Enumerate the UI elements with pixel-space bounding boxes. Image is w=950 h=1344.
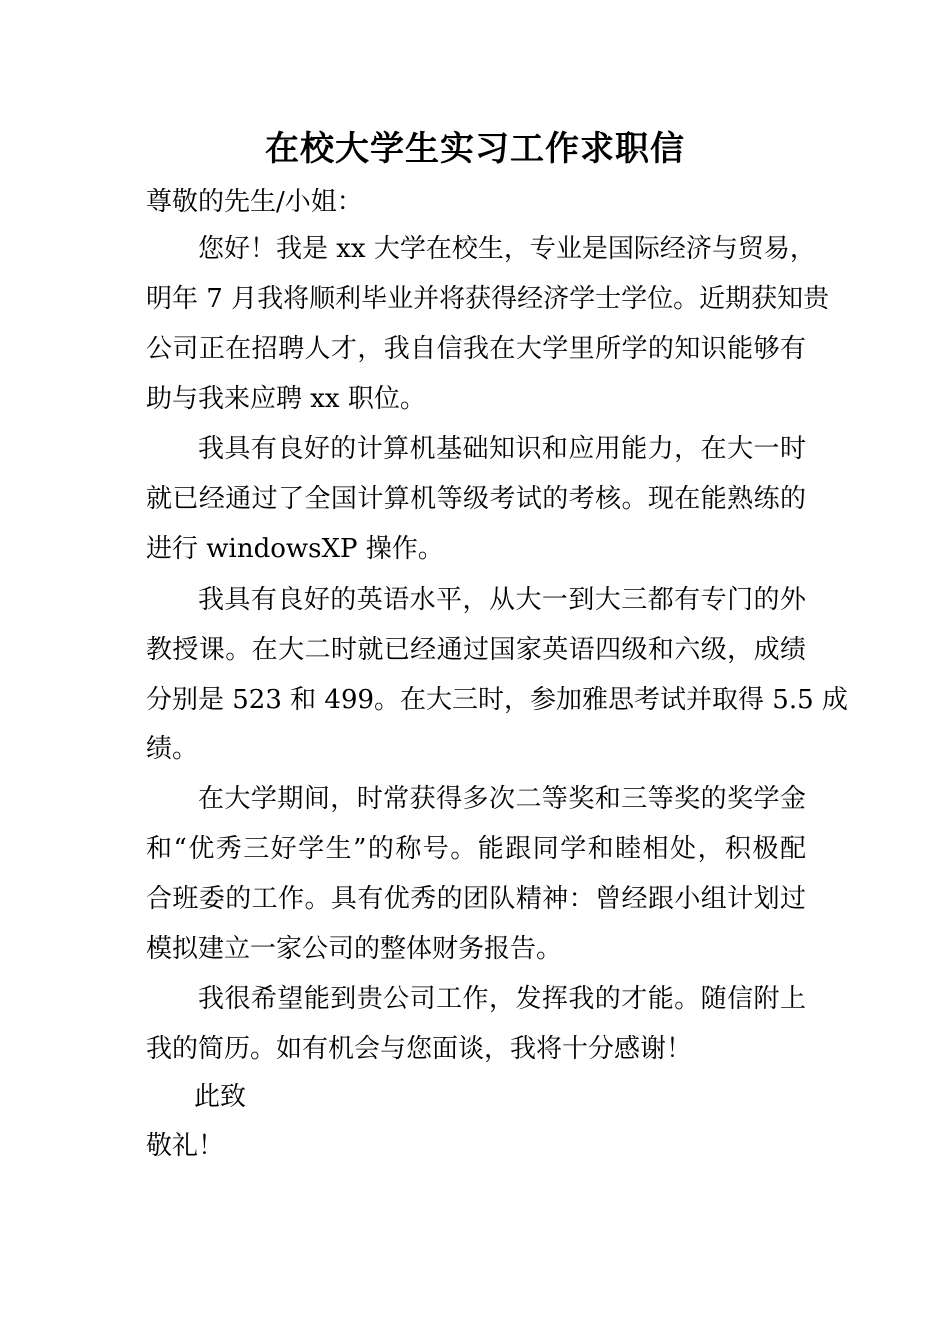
paragraph-1-line-4: 助与我来应聘 xx 职位。	[146, 384, 426, 414]
paragraph-1-line-2: 明年 7 月我将顺利毕业并将获得经济学士学位。近期获知贵	[146, 284, 830, 314]
paragraph-2-line-3: 进行 windowsXP 操作。	[146, 534, 444, 564]
paragraph-3-line-1: 我具有良好的英语水平，从大一到大三都有专门的外	[198, 585, 806, 615]
paragraph-1-line-3: 公司正在招聘人才，我自信我在大学里所学的知识能够有	[146, 334, 806, 364]
paragraph-4-line-2: 和“优秀三好学生”的称号。能跟同学和睦相处，积极配	[146, 834, 806, 864]
paragraph-4-line-3: 合班委的工作。具有优秀的团队精神：曾经跟小组计划过	[146, 884, 806, 914]
paragraph-3-line-2: 教授课。在大二时就已经通过国家英语四级和六级，成绩	[146, 635, 806, 665]
paragraph-4-line-1: 在大学期间，时常获得多次二等奖和三等奖的奖学金	[198, 784, 806, 814]
paragraph-1-line-1: 您好！我是 xx 大学在校生，专业是国际经济与贸易，	[198, 234, 816, 264]
closing-salute: 敬礼！	[146, 1131, 225, 1161]
paragraph-2-line-1: 我具有良好的计算机基础知识和应用能力，在大一时	[198, 434, 806, 464]
paragraph-4-line-4: 模拟建立一家公司的整体财务报告。	[146, 934, 563, 964]
paragraph-5-line-2: 我的简历。如有机会与您面谈，我将十分感谢！	[146, 1034, 693, 1064]
paragraph-5-line-1: 我很希望能到贵公司工作，发挥我的才能。随信附上	[198, 984, 806, 1014]
paragraph-2-line-2: 就已经通过了全国计算机等级考试的考核。现在能熟练的	[146, 484, 806, 514]
closing-regards: 此致	[194, 1082, 247, 1112]
salutation: 尊敬的先生/小姐：	[146, 187, 363, 217]
letter-title: 在校大学生实习工作求职信	[265, 129, 685, 169]
paragraph-3-line-4: 绩。	[146, 734, 199, 764]
paragraph-3-line-3: 分别是 523 和 499。在大三时，参加雅思考试并取得 5.5 成	[146, 685, 848, 715]
